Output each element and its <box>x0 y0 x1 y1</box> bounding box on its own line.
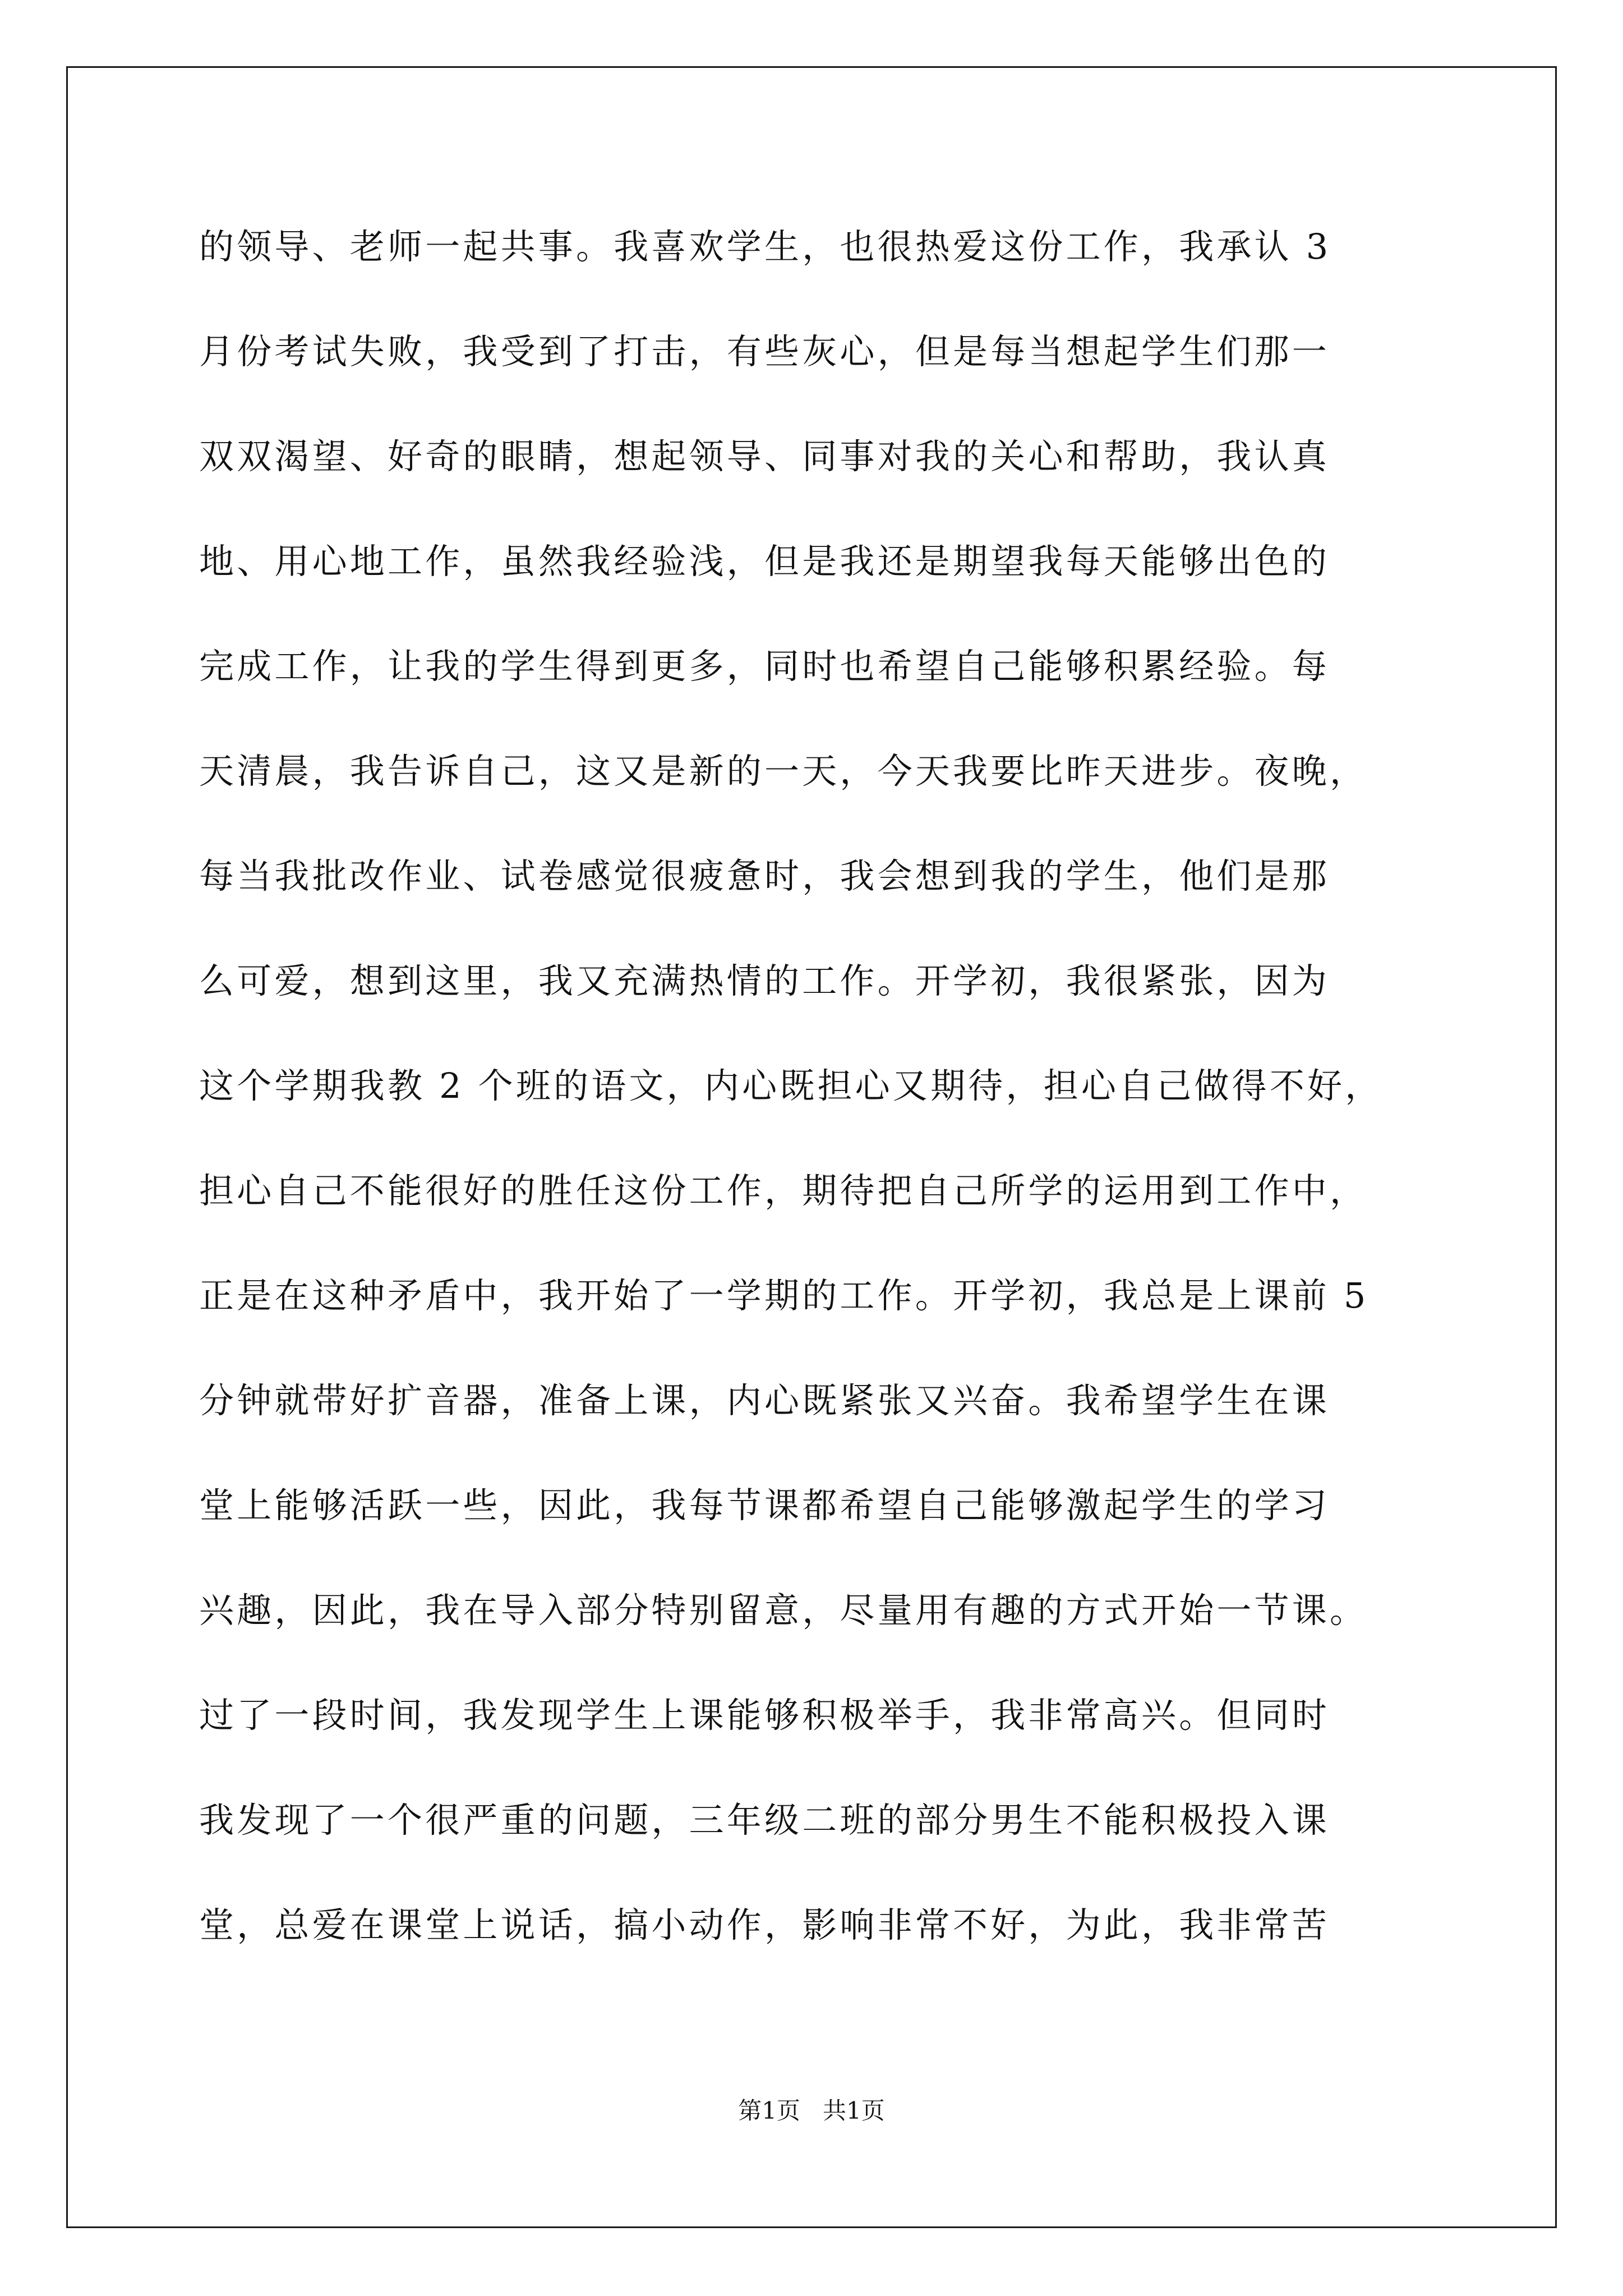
text-line: 天清晨，我告诉自己，这又是新的一天，今天我要比昨天进步。夜晚， <box>199 751 1368 792</box>
document-body <box>199 216 1455 1999</box>
text-line: 我发现了一个很严重的问题，三年级二班的部分男生不能积极投入课 <box>199 1800 1330 1841</box>
text-line: 堂，总爱在课堂上说话，搞小动作，影响非常不好，为此，我非常苦 <box>199 1904 1330 1945</box>
text-line: 双双渴望、好奇的眼睛，想起领导、同事对我的关心和帮助，我认真 <box>199 436 1330 477</box>
page-footer <box>0 2092 1623 2126</box>
text-line: 分钟就带好扩音器，准备上课，内心既紧张又兴奋。我希望学生在课 <box>199 1380 1330 1421</box>
text-line: 这个学期我教 2 个班的语文，内心既担心又期待，担心自己做得不好， <box>199 1065 1383 1106</box>
text-line: 的领导、老师一起共事。我喜欢学生，也很热爱这份工作，我承认 3 <box>199 226 1331 267</box>
text-line: 么可爱，想到这里，我又充满热情的工作。开学初，我很紧张，因为 <box>199 960 1330 1001</box>
text-line: 过了一段时间，我发现学生上课能够积极举手，我非常高兴。但同时 <box>199 1695 1330 1736</box>
text-line: 堂上能够活跃一些，因此，我每节课都希望自己能够激起学生的学习 <box>199 1485 1330 1526</box>
text-line: 每当我批改作业、试卷感觉很疲惫时，我会想到我的学生，他们是那 <box>199 855 1330 896</box>
text-line: 担心自己不能很好的胜任这份工作，期待把自己所学的运用到工作中， <box>199 1170 1368 1211</box>
text-line: 地、用心地工作，虽然我经验浅，但是我还是期望我每天能够出色的 <box>199 541 1330 582</box>
page-total: 共1页 <box>823 2097 885 2124</box>
text-line: 正是在这种矛盾中，我开始了一学期的工作。开学初，我总是上课前 5 <box>199 1275 1369 1316</box>
text-line: 完成工作，让我的学生得到更多，同时也希望自己能够积累经验。每 <box>199 646 1330 687</box>
text-line: 兴趣，因此，我在导入部分特别留意，尽量用有趣的方式开始一节课。 <box>199 1590 1368 1631</box>
page-number: 第1页 <box>738 2097 800 2124</box>
text-line: 月份考试失败，我受到了打击，有些灰心，但是每当想起学生们那一 <box>199 331 1330 372</box>
